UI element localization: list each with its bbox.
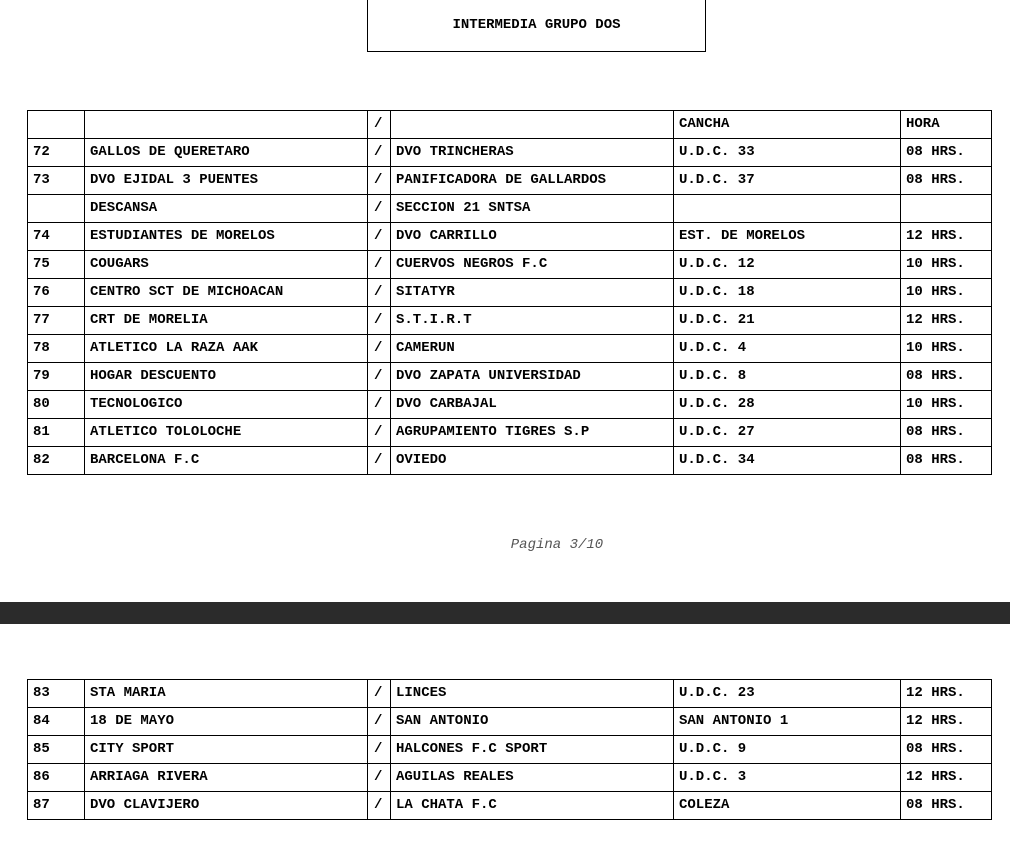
match-number-cell: 73 [28, 167, 85, 195]
table-row [28, 307, 992, 335]
fixtures-table-page-4 [27, 679, 992, 820]
away-team-cell: CAMERUN [391, 335, 674, 363]
table-row [28, 792, 992, 820]
match-number-cell: 72 [28, 139, 85, 167]
match-number-cell: 84 [28, 708, 85, 736]
match-number-cell: 74 [28, 223, 85, 251]
versus-separator-cell: / [368, 680, 391, 708]
time-cell: 10 HRS. [901, 335, 992, 363]
field-cell: COLEZA [674, 792, 901, 820]
match-number-cell: 79 [28, 363, 85, 391]
match-number-cell: 76 [28, 279, 85, 307]
versus-separator-cell: / [368, 363, 391, 391]
page-number-label: Pagina 3/10 [510, 537, 604, 553]
table-row [28, 279, 992, 307]
versus-separator-cell: / [368, 335, 391, 363]
away-team-cell: HALCONES F.C SPORT [391, 736, 674, 764]
home-team-cell: ESTUDIANTES DE MORELOS [85, 223, 368, 251]
field-cell: SAN ANTONIO 1 [674, 708, 901, 736]
versus-separator-cell: / [368, 391, 391, 419]
away-team-cell: DVO TRINCHERAS [391, 139, 674, 167]
home-team-cell: CENTRO SCT DE MICHOACAN [85, 279, 368, 307]
time-cell: 12 HRS. [901, 223, 992, 251]
group-title-box [367, 0, 706, 52]
field-cell: U.D.C. 37 [674, 167, 901, 195]
home-team-cell: COUGARS [85, 251, 368, 279]
home-team-cell: HOGAR DESCUENTO [85, 363, 368, 391]
home-team-cell: 18 DE MAYO [85, 708, 368, 736]
header-home [85, 111, 368, 139]
home-team-cell: BARCELONA F.C [85, 447, 368, 475]
table-row [28, 680, 992, 708]
table-row [28, 363, 992, 391]
home-team-cell: GALLOS DE QUERETARO [85, 139, 368, 167]
versus-separator-cell: / [368, 195, 391, 223]
table-row [28, 223, 992, 251]
time-cell: 08 HRS. [901, 363, 992, 391]
field-cell: U.D.C. 4 [674, 335, 901, 363]
away-team-cell: LINCES [391, 680, 674, 708]
group-title: INTERMEDIA GRUPO DOS [452, 17, 621, 33]
field-cell: U.D.C. 23 [674, 680, 901, 708]
table-row [28, 195, 992, 223]
time-cell: 08 HRS. [901, 792, 992, 820]
time-cell: 08 HRS. [901, 736, 992, 764]
away-team-cell: SAN ANTONIO [391, 708, 674, 736]
field-cell [674, 195, 901, 223]
time-cell [901, 195, 992, 223]
home-team-cell: ARRIAGA RIVERA [85, 764, 368, 792]
versus-separator-cell: / [368, 279, 391, 307]
table-row [28, 391, 992, 419]
match-number-cell: 78 [28, 335, 85, 363]
home-team-cell: DESCANSA [85, 195, 368, 223]
away-team-cell: AGUILAS REALES [391, 764, 674, 792]
header-separator: / [368, 111, 391, 139]
home-team-cell: DVO EJIDAL 3 PUENTES [85, 167, 368, 195]
versus-separator-cell: / [368, 764, 391, 792]
time-cell: 12 HRS. [901, 307, 992, 335]
time-cell: 08 HRS. [901, 167, 992, 195]
table-row [28, 708, 992, 736]
away-team-cell: DVO ZAPATA UNIVERSIDAD [391, 363, 674, 391]
fixtures-table-page-3 [27, 110, 992, 475]
table-row [28, 251, 992, 279]
match-number-cell: 80 [28, 391, 85, 419]
field-cell: U.D.C. 34 [674, 447, 901, 475]
away-team-cell: PANIFICADORA DE GALLARDOS [391, 167, 674, 195]
match-number-cell: 85 [28, 736, 85, 764]
time-cell: 10 HRS. [901, 391, 992, 419]
away-team-cell: CUERVOS NEGROS F.C [391, 251, 674, 279]
field-cell: U.D.C. 28 [674, 391, 901, 419]
match-number-cell: 81 [28, 419, 85, 447]
versus-separator-cell: / [368, 736, 391, 764]
away-team-cell: SITATYR [391, 279, 674, 307]
time-cell: 10 HRS. [901, 279, 992, 307]
table-row [28, 764, 992, 792]
away-team-cell: LA CHATA F.C [391, 792, 674, 820]
field-cell: EST. DE MORELOS [674, 223, 901, 251]
field-cell: U.D.C. 18 [674, 279, 901, 307]
home-team-cell: ATLETICO TOLOLOCHE [85, 419, 368, 447]
field-cell: U.D.C. 21 [674, 307, 901, 335]
away-team-cell: DVO CARBAJAL [391, 391, 674, 419]
home-team-cell: CITY SPORT [85, 736, 368, 764]
home-team-cell: CRT DE MORELIA [85, 307, 368, 335]
versus-separator-cell: / [368, 139, 391, 167]
match-number-cell: 83 [28, 680, 85, 708]
header-time: HORA [901, 111, 992, 139]
time-cell: 08 HRS. [901, 419, 992, 447]
match-number-cell [28, 195, 85, 223]
time-cell: 08 HRS. [901, 447, 992, 475]
home-team-cell: DVO CLAVIJERO [85, 792, 368, 820]
versus-separator-cell: / [368, 223, 391, 251]
away-team-cell: SECCION 21 SNTSA [391, 195, 674, 223]
away-team-cell: S.T.I.R.T [391, 307, 674, 335]
versus-separator-cell: / [368, 251, 391, 279]
time-cell: 12 HRS. [901, 708, 992, 736]
match-number-cell: 87 [28, 792, 85, 820]
versus-separator-cell: / [368, 167, 391, 195]
home-team-cell: STA MARIA [85, 680, 368, 708]
field-cell: U.D.C. 33 [674, 139, 901, 167]
table-row [28, 447, 992, 475]
versus-separator-cell: / [368, 307, 391, 335]
time-cell: 10 HRS. [901, 251, 992, 279]
home-team-cell: ATLETICO LA RAZA AAK [85, 335, 368, 363]
home-team-cell: TECNOLOGICO [85, 391, 368, 419]
time-cell: 12 HRS. [901, 764, 992, 792]
table-row [28, 139, 992, 167]
table-row [28, 736, 992, 764]
field-cell: U.D.C. 12 [674, 251, 901, 279]
field-cell: U.D.C. 27 [674, 419, 901, 447]
time-cell: 08 HRS. [901, 139, 992, 167]
match-number-cell: 82 [28, 447, 85, 475]
time-cell: 12 HRS. [901, 680, 992, 708]
table-row [28, 419, 992, 447]
versus-separator-cell: / [368, 708, 391, 736]
versus-separator-cell: / [368, 792, 391, 820]
header-num [28, 111, 85, 139]
table-row [28, 335, 992, 363]
match-number-cell: 86 [28, 764, 85, 792]
field-cell: U.D.C. 9 [674, 736, 901, 764]
match-number-cell: 77 [28, 307, 85, 335]
table-row [28, 167, 992, 195]
header-away [391, 111, 674, 139]
field-cell: U.D.C. 8 [674, 363, 901, 391]
page-break-bar [0, 602, 1010, 624]
away-team-cell: AGRUPAMIENTO TIGRES S.P [391, 419, 674, 447]
header-field: CANCHA [674, 111, 901, 139]
versus-separator-cell: / [368, 447, 391, 475]
versus-separator-cell: / [368, 419, 391, 447]
match-number-cell: 75 [28, 251, 85, 279]
table-header-row [28, 111, 992, 139]
away-team-cell: DVO CARRILLO [391, 223, 674, 251]
away-team-cell: OVIEDO [391, 447, 674, 475]
field-cell: U.D.C. 3 [674, 764, 901, 792]
